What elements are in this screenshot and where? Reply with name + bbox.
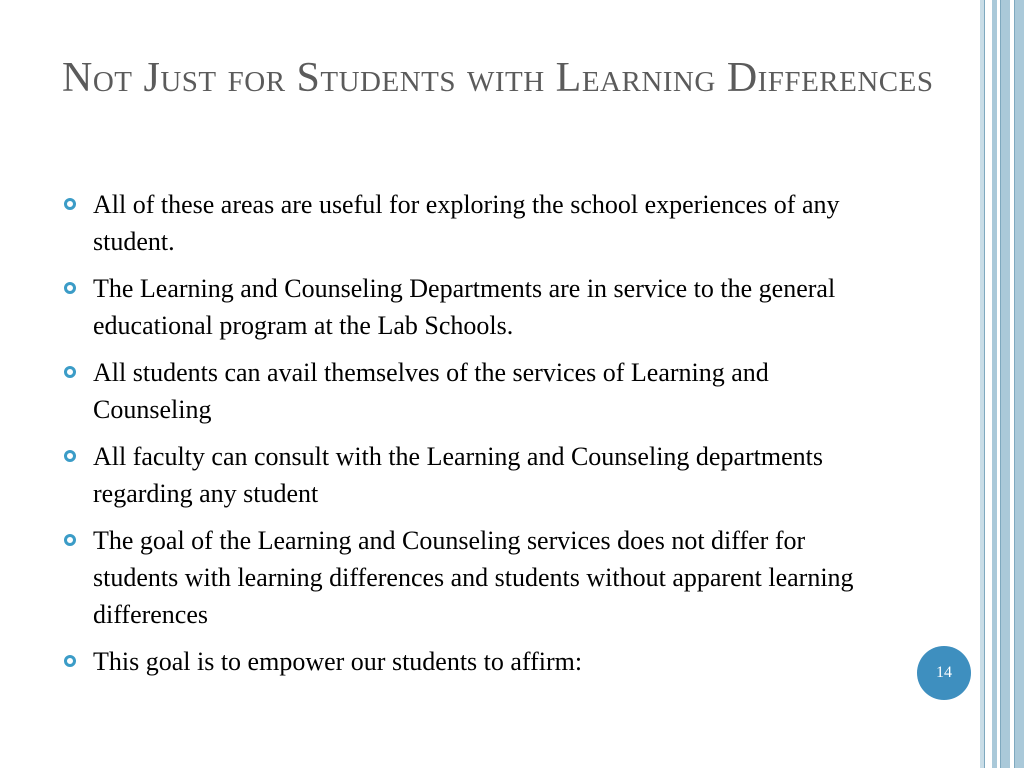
bullet-text: All faculty can consult with the Learning and Counseling departments regarding any student <box>93 442 823 508</box>
bullet-item <box>62 270 862 344</box>
hollow-circle-bullet-icon <box>64 450 76 462</box>
bullet-list <box>62 186 862 690</box>
bullet-text: All students can avail themselves of the services of Learning and Counseling <box>93 358 769 424</box>
bullet-item <box>62 438 862 512</box>
hollow-circle-bullet-icon <box>64 655 76 667</box>
bullet-text: This goal is to empower our students to affirm: <box>93 647 583 676</box>
bullet-text: All of these areas are useful for exploring the school experiences of any student. <box>93 190 840 256</box>
border-line <box>1014 0 1015 768</box>
bullet-item <box>62 354 862 428</box>
hollow-circle-bullet-icon <box>64 366 76 378</box>
bullet-text: The Learning and Counseling Departments are in service to the general educational program at the Lab Schools. <box>93 274 836 340</box>
hollow-circle-bullet-icon <box>64 198 76 210</box>
border-stripe <box>985 0 992 768</box>
bullet-item <box>62 186 862 260</box>
hollow-circle-bullet-icon <box>64 282 76 294</box>
hollow-circle-bullet-icon <box>64 534 76 546</box>
border-line <box>1000 0 1001 768</box>
border-stripe <box>1001 0 1010 768</box>
page-number-badge: 14 <box>917 646 971 700</box>
border-line <box>984 0 985 768</box>
border-stripe <box>1015 0 1024 768</box>
bullet-item <box>62 522 862 633</box>
bullet-item <box>62 643 862 680</box>
bullet-text: The goal of the Learning and Counseling services does not differ for students with learning differences and students without apparent learning differences <box>93 526 854 629</box>
slide-title: Not Just for Students with Learning Differences <box>62 55 934 101</box>
